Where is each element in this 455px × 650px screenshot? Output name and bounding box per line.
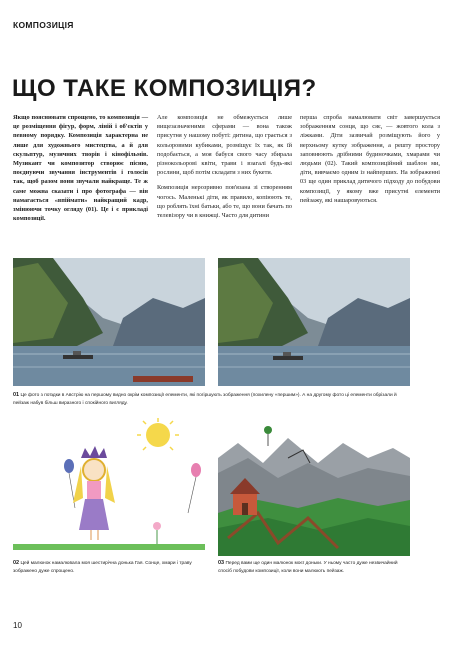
section-label: КОМПОЗИЦІЯ [13,20,74,30]
caption-text: Перед вами ще один малюнок моєї доньки. У ньому часто дуже незвичайний спосіб побудови композиції, коли вони малюють пейзаж. [218,561,398,574]
lake-photo-original [13,258,205,386]
caption-number: 03 [218,560,225,566]
lake-photo-cropped [218,258,410,386]
caption-number: 02 [13,560,20,566]
text-column-3 [300,113,440,211]
paragraph: Якщо пояснювати спрощено, то композиція — це розміщення фігур, форм, ліній і об'єктів у певному порядку. Композиція характерна не лише для художнього мистецтва, а й для скульптур, музичних творів і кінофільмів. Музикант чи композитор створює пісню, поєднуючи звучання інструментів і голосів так, щоб разом вони звучали найкраще. Те ж саме можна сказати і про фотографа — він намагається «впіймати» найкращий кадр, змінюючи точку огляду (01). Це і є прикладі композиції. [13,114,148,223]
text-column-1 [13,113,148,229]
child-drawing-princess [13,418,205,556]
caption-01 [13,392,413,407]
child-drawing-landscape [218,418,410,556]
paragraph: Композиція нерозривно пов'язана зі створенням чогось. Маленькі діти, як правило, копіюють те, що роблять їхні батьки, або те, що вони бачать по телевізору чи в книжці. Часто для дитини [157,184,292,220]
caption-02 [13,560,203,575]
page-title: ЩО ТАКЕ КОМПОЗИЦІЯ? [12,75,317,102]
text-column-2 [157,113,292,226]
caption-number: 01 [13,392,20,398]
paragraph: перша спроба намалювати світ завершується зображенням сонця, що сяє, — жовтого кола з ліжками. Діти зазвичай розміщують його у верхньому кутку зображення, а решту простору заповнюють дрібними будиночками, хмарами чи людьми (02). Такий композиційний шаблон ми, діти, вивчаємо одним із найперших. На зображенні 03 ще один приклад дитячого підходу до побудови композиції, у якому вже присутні елементи пейзажу, які нашаровуються. [300,114,440,204]
page-number: 10 [13,621,22,630]
caption-03 [218,560,408,575]
caption-text: Цей малюнок намалювала моя шестирічна донька Гая. Сонце, хмари і траву зображено дуже спрощено. [13,561,192,574]
caption-text: Це фото з поїздки в Австрію на першому видно окрім композиції елементи, які погіршують зображення (похилену «першим»). А на другому фото ці елементи обрізали й пейзаж набув більш виразного і спокійного вигляду. [13,393,397,406]
paragraph: Але композиція не обмежується лише вищезазначеними сферами — вона також присутня у нашому побуті: дитина, що грається з кольоровими кубиками, розміщує їх так, як їй подобається, а моя бабуся свого часу збирала різнокольорові квіти, трави і взагалі будь-які рослини, щоб потім складати з них букети. [157,114,292,177]
